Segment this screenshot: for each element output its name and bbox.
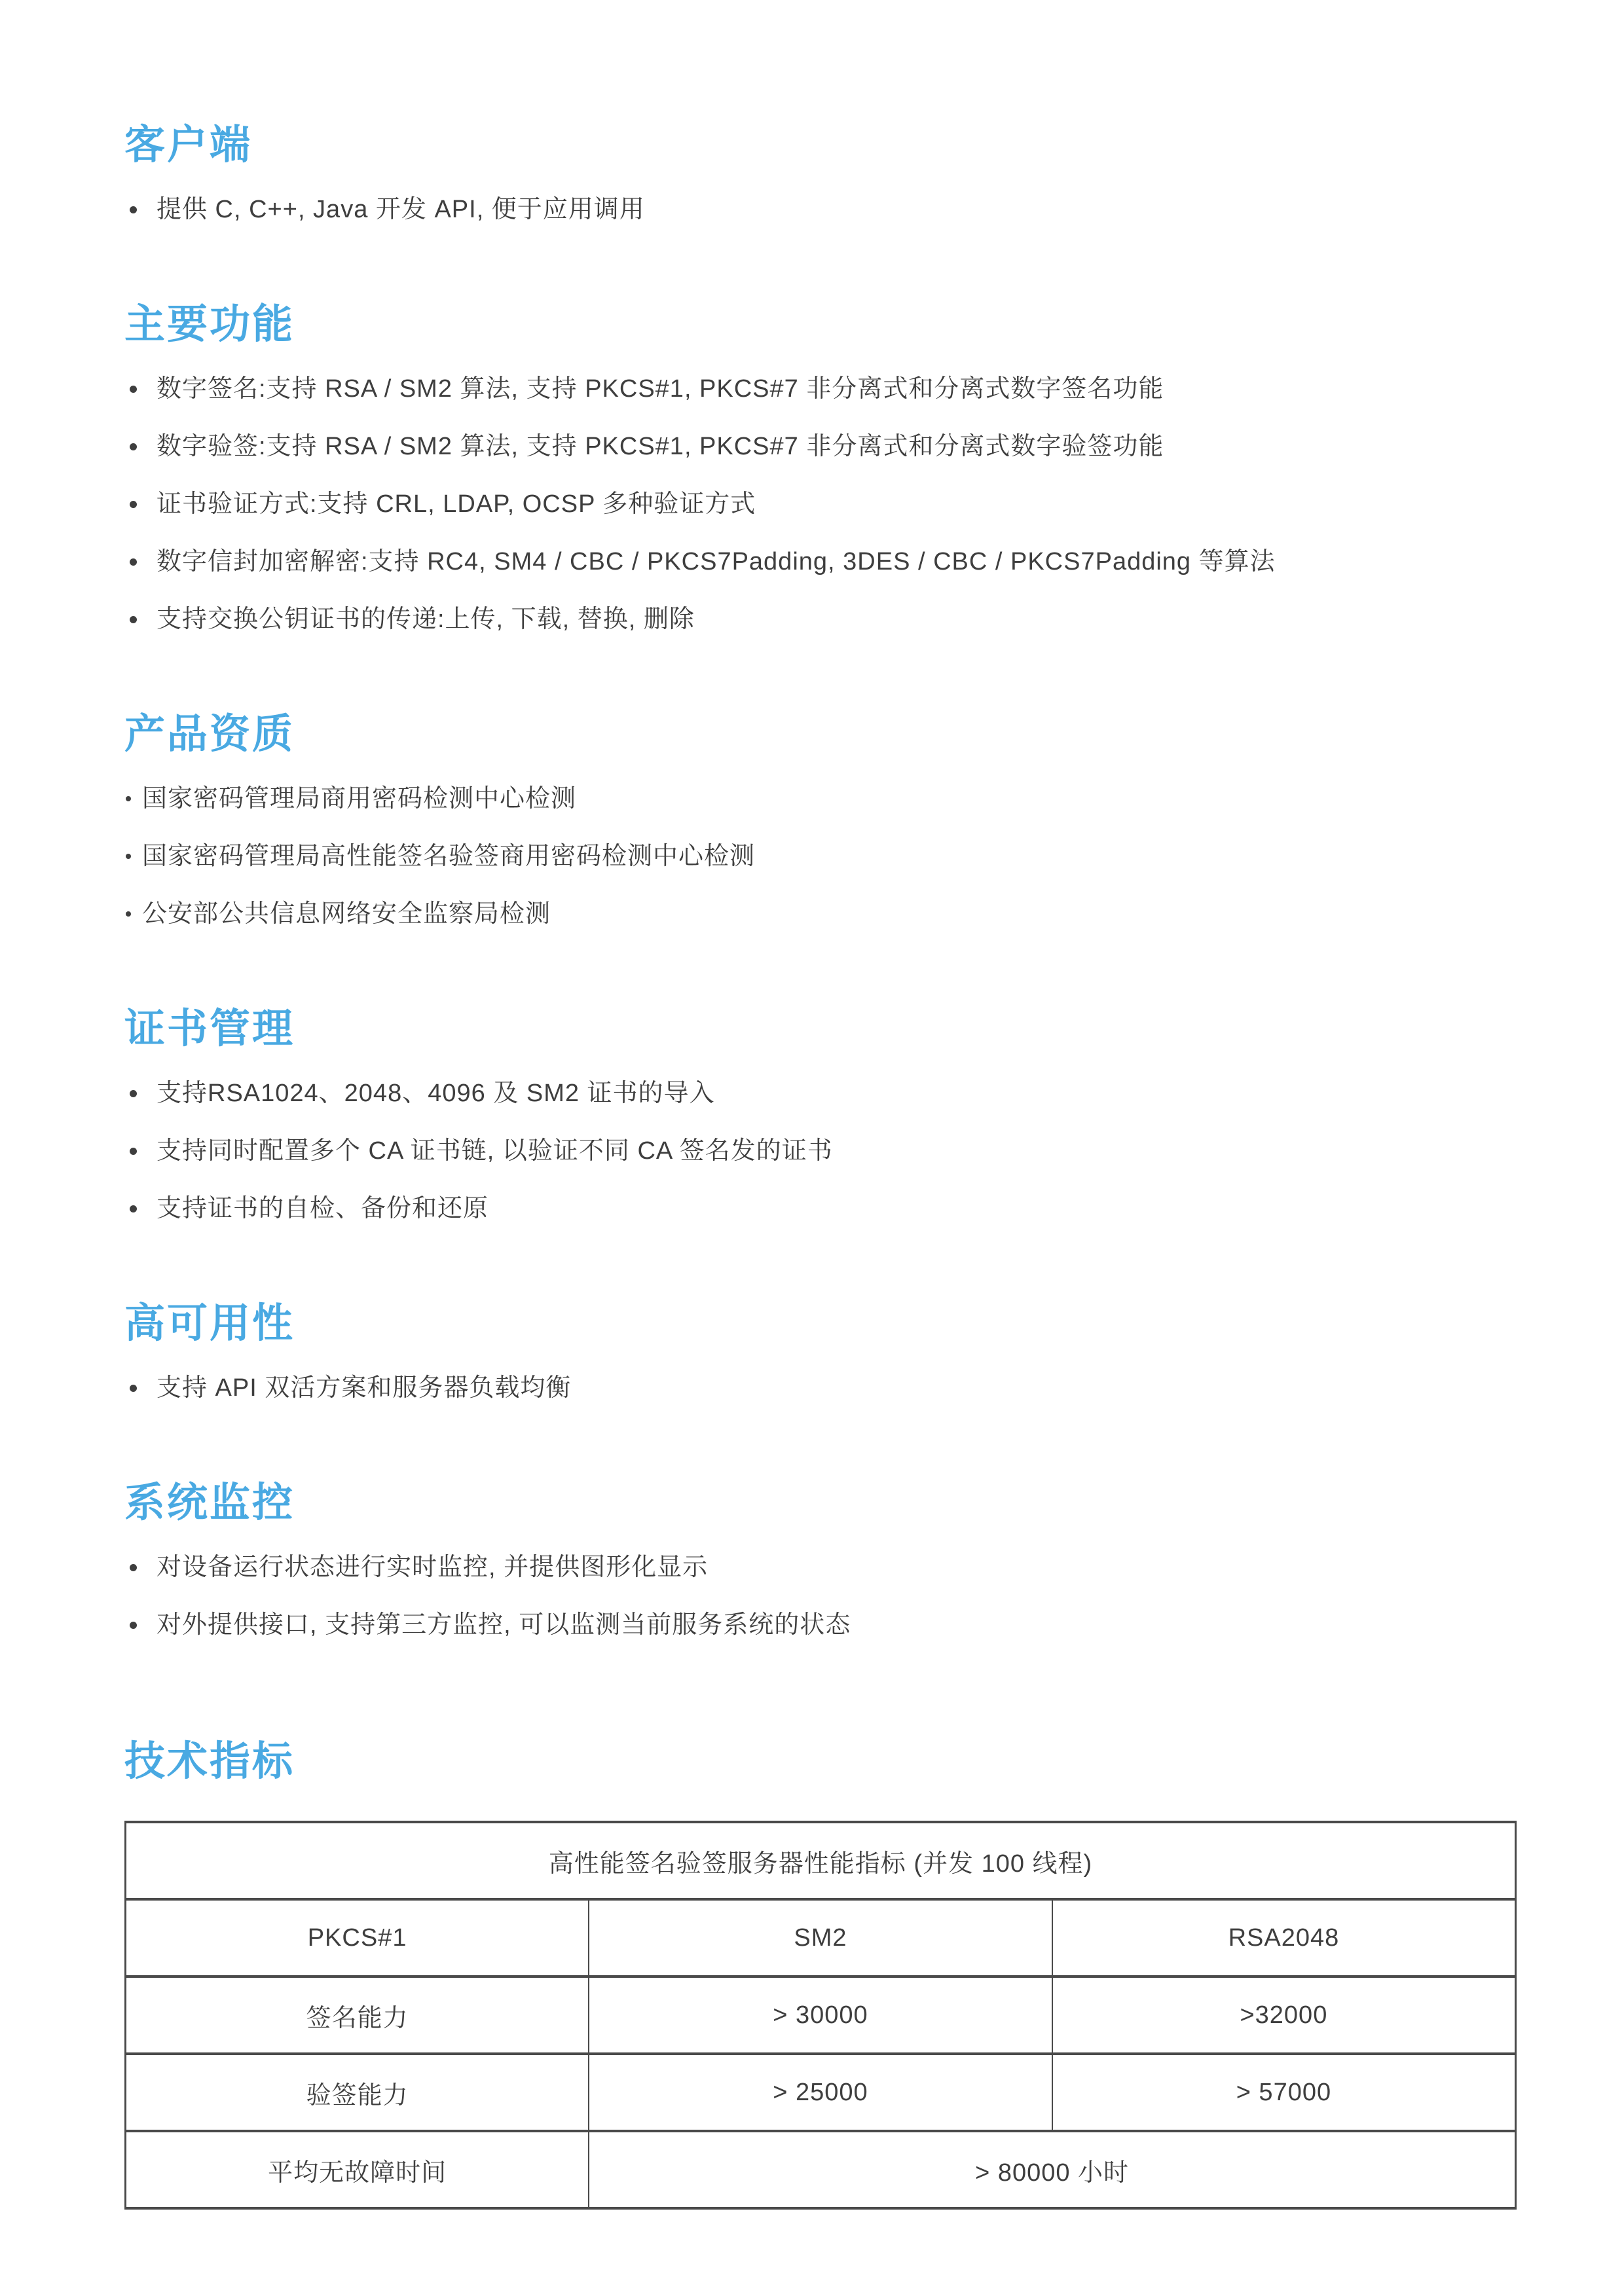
list-item-text: 证书验证方式:支持 CRL, LDAP, OCSP 多种验证方式 — [157, 490, 756, 518]
certifications-item-list — [124, 784, 1519, 928]
main-features-item-list — [124, 374, 1519, 634]
list-item — [124, 605, 1519, 634]
list-item-text: 数字信封加密解密:支持 RC4, SM4 / CBC / PKCS7Padding, 3DES / CBC / PKCS7Padding 等算法 — [157, 548, 1276, 575]
bullet-icon — [130, 616, 137, 623]
list-item — [124, 1611, 1519, 1639]
section-certifications-heading: 产品资质 — [124, 712, 295, 757]
section-client-heading: 客户端 — [124, 122, 253, 168]
bullet-icon — [126, 854, 131, 859]
column-header-sm2: SM2 — [589, 1899, 1052, 1977]
column-header-rsa2048: RSA2048 — [1052, 1899, 1516, 1977]
section-system-monitoring-heading: 系统监控 — [124, 1480, 295, 1525]
list-item — [124, 432, 1519, 461]
bullet-icon — [130, 1385, 137, 1392]
list-item — [124, 547, 1519, 576]
row-label-verify-capacity: 验签能力 — [126, 2054, 589, 2131]
table-header-row — [126, 1899, 1516, 1977]
section-system-monitoring — [124, 1482, 1519, 1639]
bullet-icon — [130, 443, 137, 450]
section-main-features-heading: 主要功能 — [124, 302, 295, 347]
list-item-text: 对外提供接口, 支持第三方监控, 可以监测当前服务系统的状态 — [157, 1611, 851, 1639]
section-client — [124, 124, 1519, 224]
bullet-icon — [130, 386, 137, 393]
certificate-management-item-list — [124, 1079, 1519, 1223]
performance-spec-table — [124, 1821, 1517, 2210]
bullet-icon — [130, 1564, 137, 1571]
client-item-list — [124, 195, 1519, 224]
table-title-cell: 高性能签名验签服务器性能指标 (并发 100 线程) — [126, 1822, 1516, 1899]
list-item-text: 国家密码管理局商用密码检测中心检测 — [142, 785, 577, 812]
section-main-features — [124, 304, 1519, 634]
list-item — [124, 374, 1519, 403]
list-item-text: 支持同时配置多个 CA 证书链, 以验证不同 CA 签名发的证书 — [157, 1137, 833, 1165]
table-row — [126, 2054, 1516, 2131]
row-label-sign-capacity: 签名能力 — [126, 1977, 589, 2054]
bullet-icon — [126, 796, 131, 801]
bullet-icon — [130, 1148, 137, 1155]
list-item-text: 支持交换公钥证书的传递:上传, 下载, 替换, 删除 — [157, 606, 695, 633]
list-item-text: 数字签名:支持 RSA / SM2 算法, 支持 PKCS#1, PKCS#7 非分离式和分离式数字签名功能 — [157, 375, 1164, 403]
section-technical-specs — [124, 1741, 1519, 2210]
bullet-icon — [130, 558, 137, 566]
list-item-text: 支持RSA1024、2048、4096 及 SM2 证书的导入 — [157, 1080, 715, 1107]
list-item-text: 国家密码管理局高性能签名验签商用密码检测中心检测 — [142, 843, 756, 870]
list-item-text: 支持证书的自检、备份和还原 — [157, 1195, 489, 1222]
section-high-availability-heading: 高可用性 — [124, 1301, 295, 1346]
mtbf-value: > 80000 小时 — [589, 2131, 1515, 2208]
section-high-availability — [124, 1303, 1519, 1402]
list-item-text: 支持 API 双活方案和服务器负载均衡 — [157, 1374, 572, 1402]
section-certificate-management-heading: 证书管理 — [124, 1006, 295, 1051]
list-item — [124, 900, 1519, 928]
bullet-icon — [126, 911, 131, 917]
list-item-text: 数字验签:支持 RSA / SM2 算法, 支持 PKCS#1, PKCS#7 非分离式和分离式数字验签功能 — [157, 433, 1164, 460]
list-item — [124, 842, 1519, 871]
list-item — [124, 784, 1519, 813]
bullet-icon — [130, 206, 137, 213]
table-row — [126, 2131, 1516, 2208]
list-item-text: 对设备运行状态进行实时监控, 并提供图形化显示 — [157, 1554, 709, 1581]
list-item-text: 提供 C, C++, Java 开发 API, 便于应用调用 — [157, 196, 645, 223]
list-item-text: 公安部公共信息网络安全监察局检测 — [142, 900, 551, 928]
table-title-row — [126, 1822, 1516, 1899]
high-availability-item-list — [124, 1374, 1519, 1402]
bullet-icon — [130, 501, 137, 508]
verify-capacity-sm2-value: > 25000 — [589, 2054, 1052, 2131]
bullet-icon — [130, 1090, 137, 1097]
verify-capacity-rsa2048-value: > 57000 — [1052, 2054, 1516, 2131]
list-item — [124, 1137, 1519, 1165]
list-item — [124, 1553, 1519, 1582]
list-item — [124, 490, 1519, 519]
system-monitoring-item-list — [124, 1553, 1519, 1639]
section-certifications — [124, 714, 1519, 928]
list-item — [124, 1079, 1519, 1108]
section-certificate-management — [124, 1008, 1519, 1223]
bullet-icon — [130, 1205, 137, 1212]
list-item — [124, 1194, 1519, 1223]
column-header-pkcs1: PKCS#1 — [126, 1899, 589, 1977]
list-item — [124, 195, 1519, 224]
sign-capacity-sm2-value: > 30000 — [589, 1977, 1052, 2054]
section-technical-specs-heading: 技术指标 — [124, 1739, 295, 1784]
sign-capacity-rsa2048-value: >32000 — [1052, 1977, 1516, 2054]
row-label-mtbf: 平均无故障时间 — [126, 2131, 589, 2208]
table-row — [126, 1977, 1516, 2054]
bullet-icon — [130, 1622, 137, 1629]
list-item — [124, 1374, 1519, 1402]
